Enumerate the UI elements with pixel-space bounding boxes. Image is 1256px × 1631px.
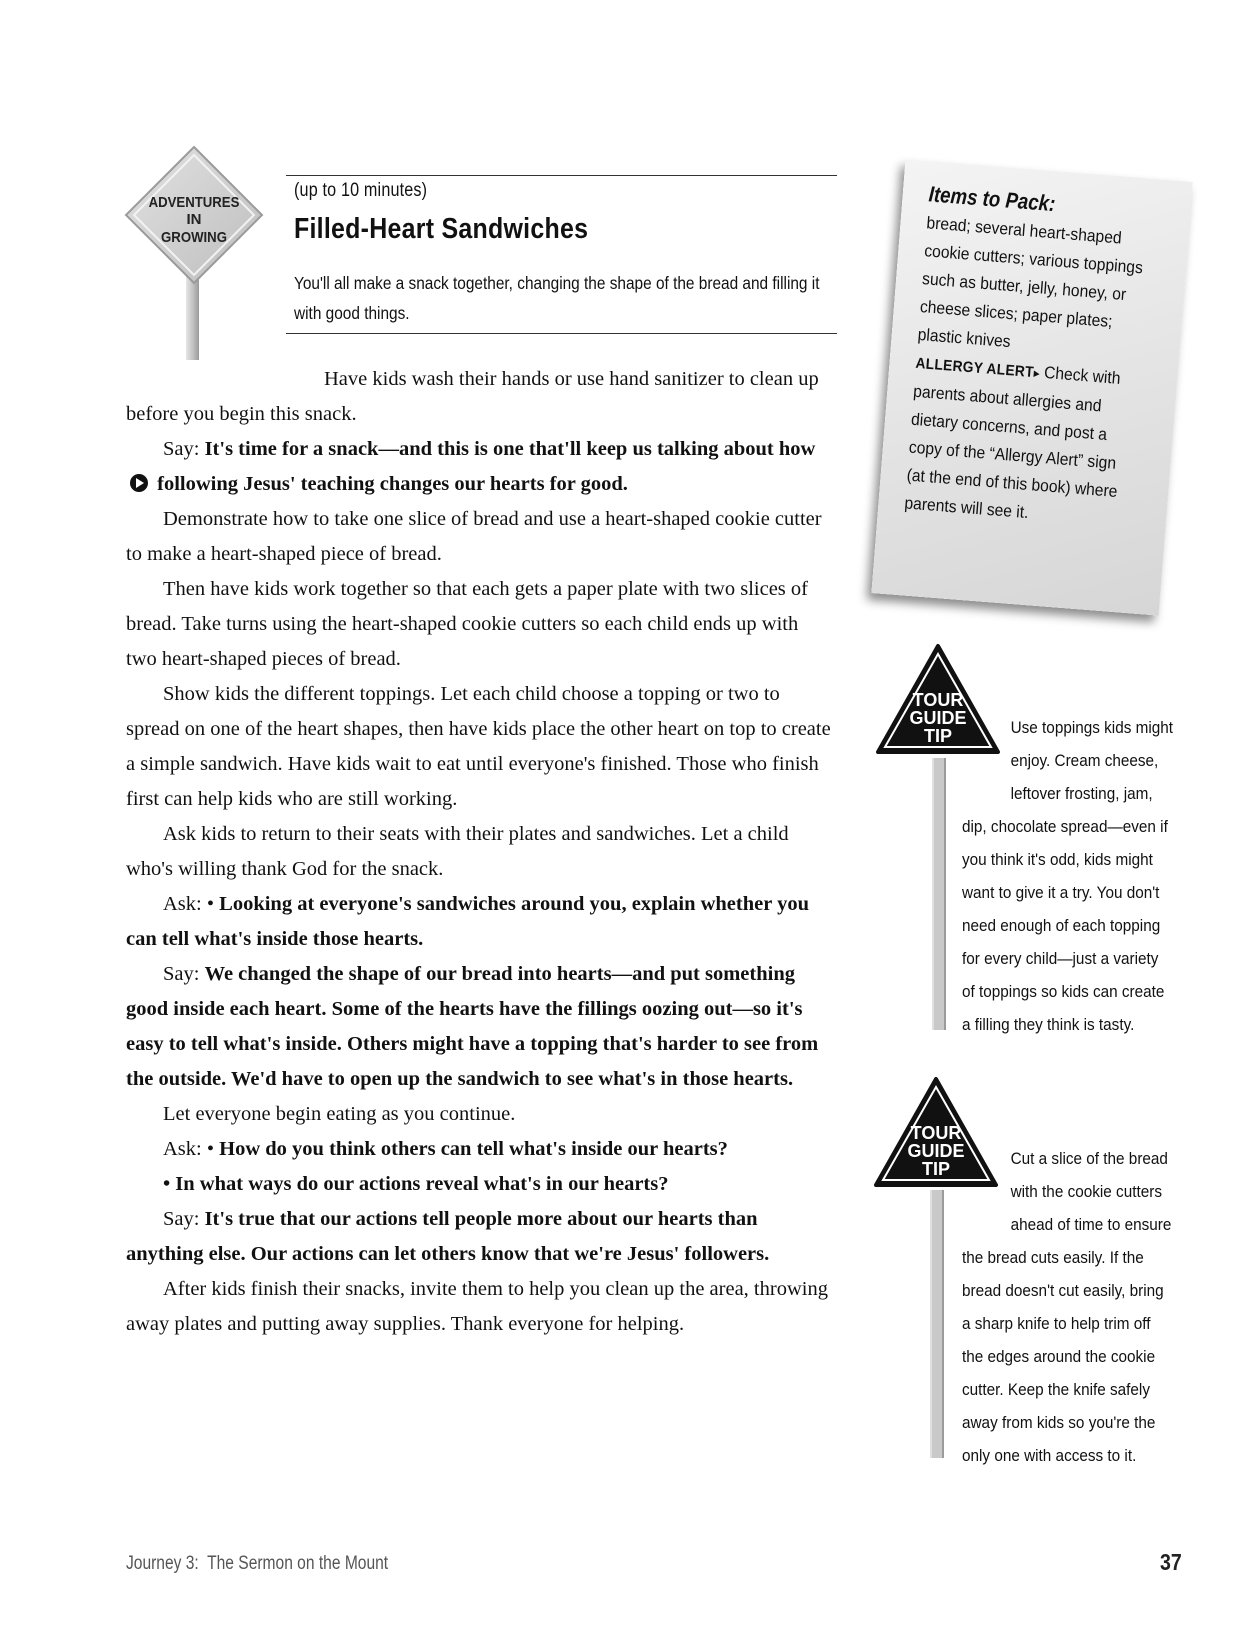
tip-sign-line-3: TIP	[921, 1159, 951, 1179]
tip-sign-line-2: GUIDE	[909, 708, 967, 728]
sign-line-3: GROWING	[161, 228, 227, 246]
paragraph: Say: We changed the shape of our bread into hearts—and put something good inside each heart. Some of the hearts have the fillings oozing out—so it's easy to tell what's inside. Others might have a topping that's harder to see from the outside. We'd have to open up the sandwich to see what's in those hearts.	[126, 963, 819, 1090]
sign-line-2: IN	[186, 211, 202, 228]
paragraph: Ask: • Looking at everyone's sandwiches around you, explain whether you can tell what's inside those hearts.	[126, 893, 809, 950]
tour-guide-tip-text-1: Use toppings kids might enjoy. Cream cheese, leftover frosting, jam, dip, chocolate spread—even if you think it's odd, kids might want to give it a try. You don't need enough of each topping for every child—just a variety of toppings so kids can create a filling they think is tasty.	[962, 718, 1174, 1034]
allergy-alert-label: ALLERGY ALERT	[914, 354, 1035, 382]
adventures-in-growing-sign	[124, 145, 274, 360]
header-rule-top	[286, 175, 837, 176]
activity-time: (up to 10 minutes)	[294, 180, 428, 201]
paragraph: Ask kids to return to their seats with their plates and sandwiches. Let a child who's willing thank God for the snack.	[126, 823, 789, 880]
activity-title: Filled-Heart Sandwiches	[294, 213, 589, 245]
activity-instructions	[126, 362, 834, 1342]
paragraph: • In what ways do our actions reveal what's in our hearts?	[163, 1173, 669, 1195]
paragraph: Say: It's time for a snack—and this is one that'll keep us talking about how following Jesus' teaching changes our hearts for good.	[126, 432, 834, 502]
tour-guide-tip-text-2: Cut a slice of the bread with the cookie cutters ahead of time to ensure the bread cuts easily. If the bread doesn't cut easily, bring a sharp knife to help trim off the edges around the cookie cutter. Keep the knife safely away from kids so you're the only one with access to it.	[962, 1149, 1172, 1465]
sign-line-1: ADVENTURES	[148, 193, 240, 211]
arrow-right-icon: ▸	[1033, 365, 1041, 381]
activity-description: You'll all make a snack together, changing the shape of the bread and filling it with good things.	[294, 273, 820, 323]
paragraph: Ask: • How do you think others can tell what's inside our hearts?	[163, 1138, 728, 1160]
tip-sign-line-3: TIP	[923, 726, 953, 746]
items-to-pack-note	[871, 159, 1192, 615]
footer-journey-title: Journey 3: The Sermon on the Mount	[126, 1553, 389, 1574]
allergy-alert: ALLERGY ALERT▸ Check with parents about allergies and dietary concerns, and post a copy of the “Allergy Alert” sign (at the end of this book) where parents will see it.	[903, 354, 1122, 523]
paragraph: Let everyone begin eating as you continue.	[163, 1103, 516, 1125]
header-rule-bottom	[286, 333, 837, 334]
paragraph: Show kids the different toppings. Let each child choose a topping or two to spread on one of the heart shapes, then have kids place the other heart on top to create a simple sandwich. Have kids wait to eat until everyone's finished. Those who finish first can help kids who are still working.	[126, 683, 831, 810]
paragraph: Have kids wash their hands or use hand sanitizer to clean up before you begin this snack.	[126, 368, 819, 425]
tip-sign-line-1: TOUR	[912, 690, 964, 710]
tip-sign-line-1: TOUR	[910, 1123, 962, 1143]
step-forward-icon	[128, 473, 150, 493]
tip-sign-line-2: GUIDE	[907, 1141, 965, 1161]
page-number: 37	[1160, 1549, 1182, 1575]
paragraph: Say: It's true that our actions tell people more about our hearts than anything else. Our actions can let others know that we're Jesus' followers.	[126, 1208, 770, 1265]
pack-title: Items to Pack:	[927, 181, 1057, 217]
paragraph: Demonstrate how to take one slice of bread and use a heart-shaped cookie cutter to make a heart-shaped piece of bread.	[126, 508, 822, 565]
paragraph: Then have kids work together so that each gets a paper plate with two slices of bread. Take turns using the heart-shaped cookie cutters so each child ends up with two heart-shaped pieces of bread.	[126, 578, 808, 670]
pack-list: bread; several heart-shaped cookie cutters; various toppings such as butter, jelly, honey, or cheese slices; paper plates; plastic knives	[917, 213, 1144, 352]
paragraph: After kids finish their snacks, invite them to help you clean up the area, throwing away plates and putting away supplies. Thank everyone for helping.	[126, 1278, 828, 1335]
tip-pole-2	[930, 1190, 944, 1458]
tip-pole-1	[932, 758, 946, 1030]
